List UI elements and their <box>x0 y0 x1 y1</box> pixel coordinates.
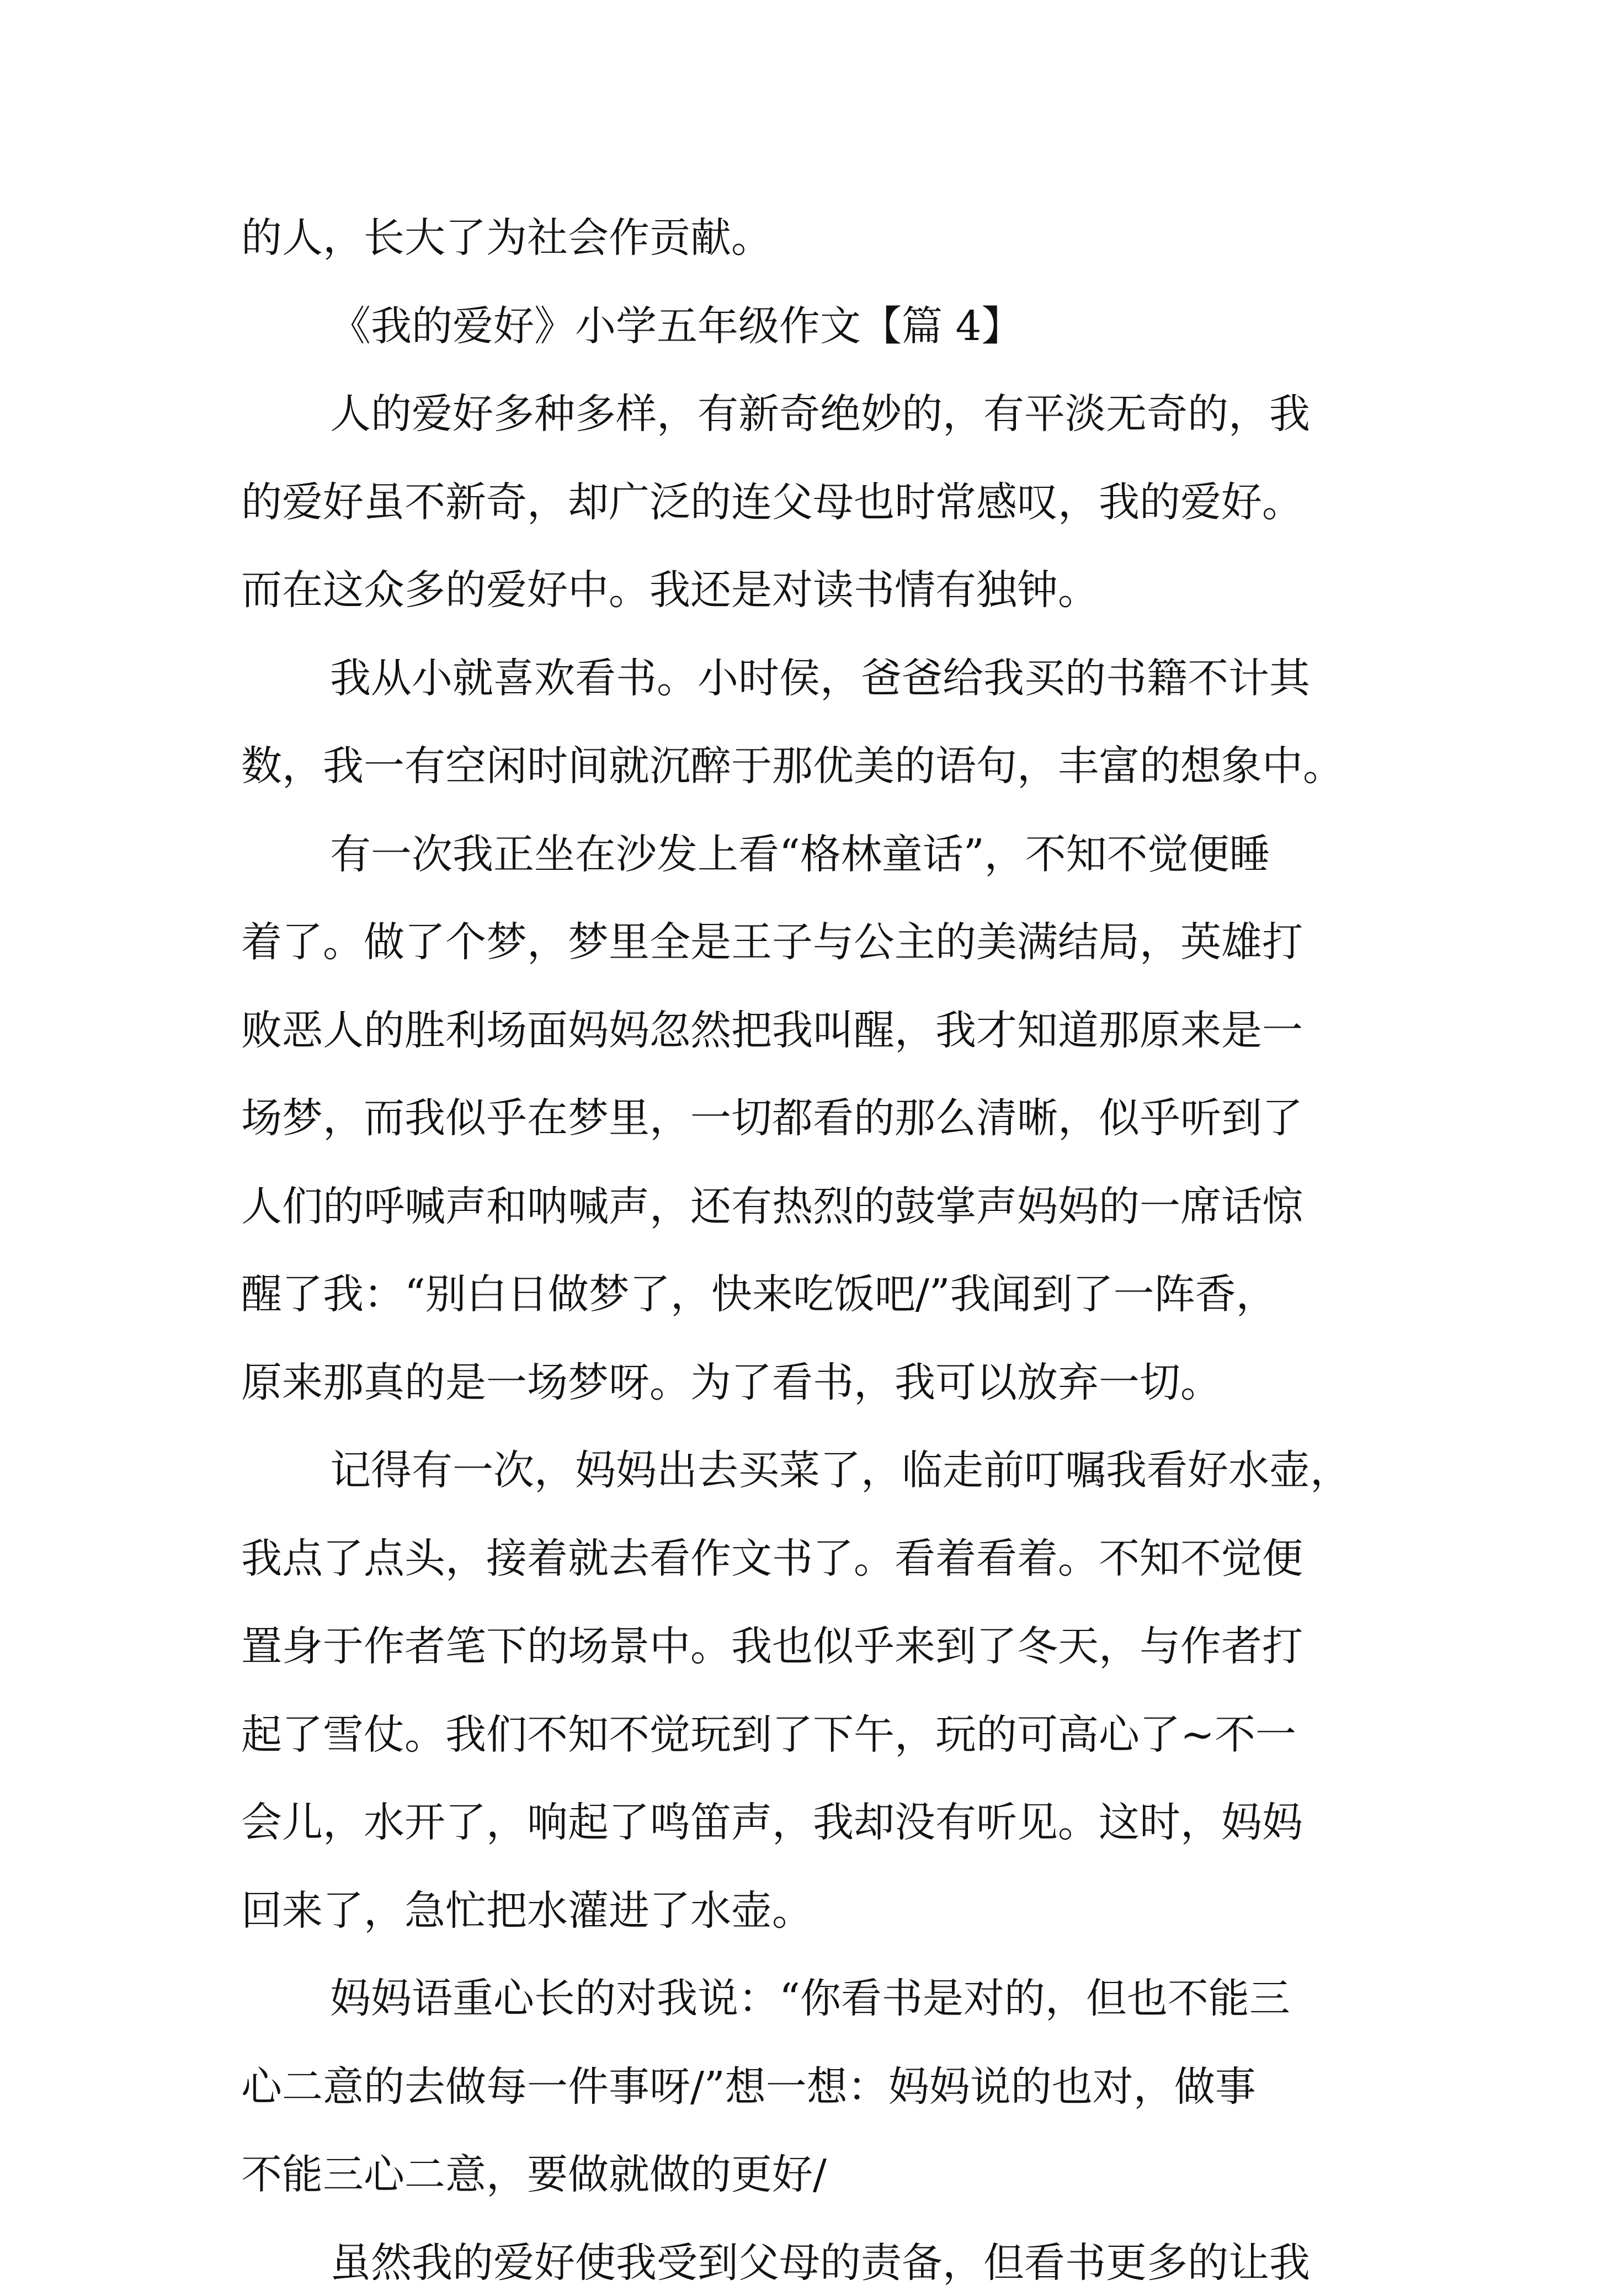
text-line: 着了。做了个梦，梦里全是王子与公主的美满结局，英雄打 <box>241 918 1303 966</box>
text-line: 记得有一次，妈妈出去买菜了，临走前叮嘱我看好水壶， <box>330 1447 1351 1494</box>
text-line: 原来那真的是一场梦呀。为了看书，我可以放弃一切。 <box>241 1358 1221 1406</box>
text-line: 心二意的去做每一件事呀/”想一想：妈妈说的也对，做事 <box>241 2063 1256 2111</box>
text-line: 起了雪仗。我们不知不觉玩到了下午，玩的可高心了~不一 <box>241 1710 1297 1758</box>
text-line: 我从小就喜欢看书。小时侯，爸爸给我买的书籍不计其 <box>330 654 1310 702</box>
text-line: 醒了我：“别白日做梦了，快来吃饭吧/”我闻到了一阵香， <box>241 1271 1277 1318</box>
text-line: 人的爱好多种多样，有新奇绝妙的，有平淡无奇的，我 <box>330 390 1310 438</box>
text-line: 妈妈语重心长的对我说：“你看书是对的，但也不能三 <box>330 1975 1290 2022</box>
text-line: 场梦，而我似乎在梦里，一切都看的那么清晰，似乎听到了 <box>241 1094 1303 1142</box>
essay-heading: 《我的爱好》小学五年级作文【篇 4】 <box>330 302 1023 350</box>
text-line: 人们的呼喊声和呐喊声，还有热烈的鼓掌声妈妈的一席话惊 <box>241 1182 1303 1230</box>
text-line: 数，我一有空闲时间就沉醉于那优美的语句，丰富的想象中。 <box>241 742 1344 790</box>
text-line: 不能三心二意，要做就做的更好/ <box>241 2151 827 2198</box>
text-line: 有一次我正坐在沙发上看“格林童话”，不知不觉便睡 <box>330 830 1270 878</box>
text-line: 败恶人的胜利场面妈妈忽然把我叫醒，我才知道那原来是一 <box>241 1006 1303 1054</box>
text-line: 回来了，急忙把水灌进了水壶。 <box>241 1886 813 1934</box>
text-line: 虽然我的爱好使我受到父母的责备，但看书更多的让我 <box>330 2239 1310 2287</box>
text-line: 我点了点头，接着就去看作文书了。看着看着。不知不觉便 <box>241 1534 1303 1582</box>
text-line: 置身于作者笔下的场景中。我也似乎来到了冬天，与作者打 <box>241 1623 1303 1670</box>
text-line: 而在这众多的爱好中。我还是对读书情有独钟。 <box>241 566 1099 614</box>
text-line: 会儿，水开了，响起了鸣笛声，我却没有听见。这时，妈妈 <box>241 1799 1303 1846</box>
text-line: 的人，长大了为社会作贡献。 <box>241 214 772 262</box>
text-line: 的爱好虽不新奇，却广泛的连父母也时常感叹，我的爱好。 <box>241 478 1303 526</box>
